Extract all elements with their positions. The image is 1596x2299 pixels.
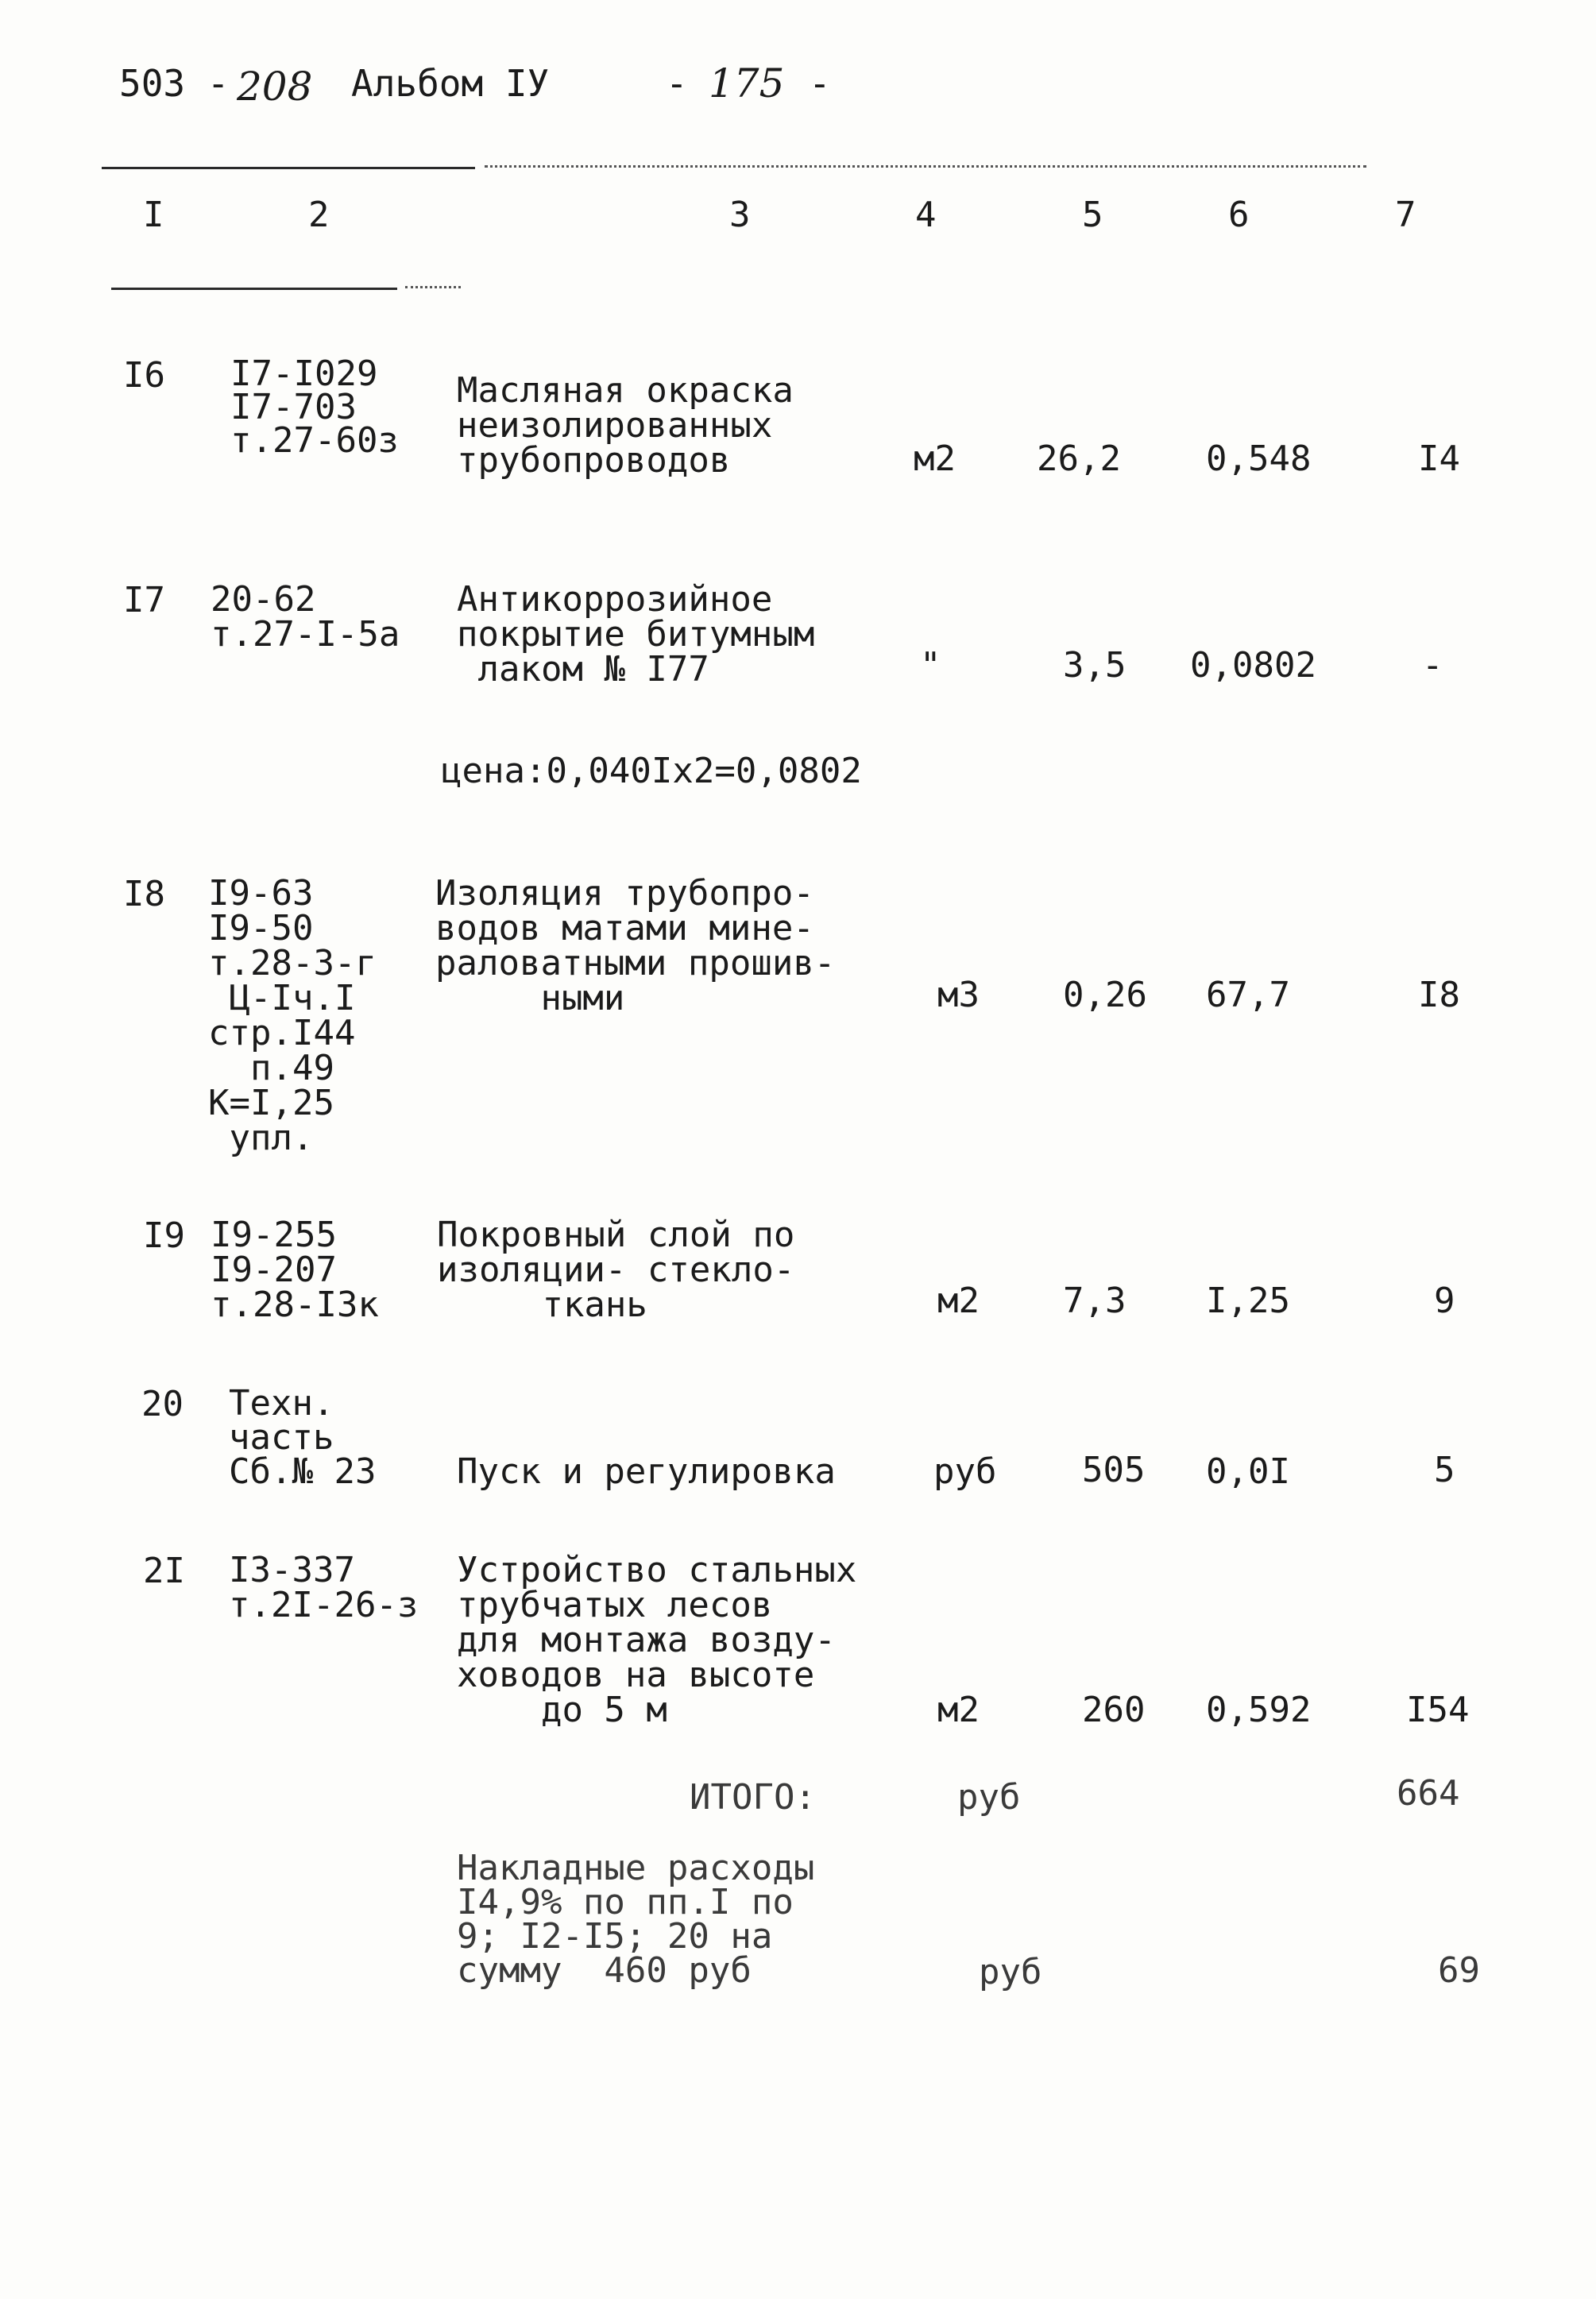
overhead-text: Накладные расходы I4,9% по пп.I по 9; I2-I5; 20 на сумму 460 руб <box>457 1848 815 1991</box>
page-number: 175 <box>709 60 785 106</box>
row-total: - <box>1422 645 1443 686</box>
column-number-2: 2 <box>308 195 330 235</box>
row-reference: I3-337 т.2I-26-з <box>229 1550 419 1625</box>
row-number: 2I <box>143 1551 185 1591</box>
row-number: I7 <box>123 580 165 620</box>
row-price: 0,592 <box>1206 1690 1312 1730</box>
row-price: I,25 <box>1206 1281 1290 1321</box>
column-number-3: 3 <box>729 195 751 235</box>
row-total: I54 <box>1406 1690 1470 1730</box>
row-total: I8 <box>1418 975 1460 1015</box>
row-quantity: 7,3 <box>1063 1281 1126 1321</box>
overhead-unit: руб <box>979 1952 1042 1992</box>
row-description: Устройство стальных трубчатых лесов для монтажа возду- ховодов на высоте до 5 м <box>457 1550 857 1730</box>
row-unit: м2 <box>914 439 956 479</box>
row-reference: I7-I029 I7-703 т.27-60з <box>230 354 399 461</box>
row-number: I9 <box>143 1215 185 1256</box>
row-price: 0,0802 <box>1190 645 1316 686</box>
row-reference: 20-62 т.27-I-5а <box>211 579 400 655</box>
page-dash-right: - <box>809 62 831 105</box>
row-unit: м2 <box>937 1690 980 1730</box>
page-dash-left: - <box>666 62 688 105</box>
row-unit: " <box>920 645 941 686</box>
row-quantity: 26,2 <box>1037 439 1121 479</box>
document-code: 503 - <box>119 62 230 105</box>
column-number-5: 5 <box>1082 195 1103 235</box>
row-quantity: 3,5 <box>1063 645 1126 686</box>
total-value: 664 <box>1397 1773 1460 1814</box>
row-price: 0,0I <box>1206 1451 1290 1492</box>
column-number-6: 6 <box>1228 195 1250 235</box>
row-reference: Техн. часть Сб.№ 23 <box>229 1383 377 1492</box>
total-label: ИТОГО: <box>690 1777 816 1818</box>
row-unit: м2 <box>937 1281 980 1321</box>
row-quantity: 0,26 <box>1063 975 1147 1015</box>
overhead-value: 69 <box>1438 1950 1480 1991</box>
row-description: Покровный слой по изоляции- стекло- ткань <box>437 1215 795 1325</box>
row-total: I4 <box>1418 439 1460 479</box>
row-total: 5 <box>1434 1450 1455 1490</box>
row-description: Изоляция трубопро- водов матами мине- раловатными прошив- ными <box>435 873 836 1018</box>
column-number-7: 7 <box>1395 195 1416 235</box>
header-rule <box>111 288 397 290</box>
document-code-handwritten: 208 <box>237 64 313 110</box>
row-reference: I9-63 I9-50 т.28-3-г Ц-Iч.I стр.I44 п.49 К=I,25 упл. <box>208 873 377 1158</box>
row-price: 0,548 <box>1206 439 1312 479</box>
row-total: 9 <box>1434 1281 1455 1321</box>
column-number-1: I <box>143 195 164 235</box>
row-number: I6 <box>123 355 165 396</box>
total-unit: руб <box>957 1777 1021 1818</box>
column-number-4: 4 <box>915 195 937 235</box>
row-reference: I9-255 I9-207 т.28-I3к <box>211 1215 379 1325</box>
row-quantity: 505 <box>1082 1450 1146 1490</box>
price-note: цена:0,040Iх2=0,0802 <box>441 751 862 791</box>
row-number: I8 <box>123 874 165 914</box>
row-price: 67,7 <box>1206 975 1290 1015</box>
album-title: Альбом IУ <box>351 62 550 105</box>
row-quantity: 260 <box>1082 1690 1146 1730</box>
top-rule <box>102 167 475 169</box>
header-rule-dotted <box>405 286 461 288</box>
row-description: Антикоррозийное покрытие битумным лаком № I77 <box>457 579 815 690</box>
row-description: Пуск и регулировка <box>457 1451 836 1492</box>
top-rule-dotted <box>485 165 1366 168</box>
row-unit: м3 <box>937 975 980 1015</box>
row-description: Масляная окраска неизолированных трубопроводов <box>457 370 794 481</box>
row-number: 20 <box>141 1384 184 1424</box>
row-unit: руб <box>933 1451 997 1492</box>
